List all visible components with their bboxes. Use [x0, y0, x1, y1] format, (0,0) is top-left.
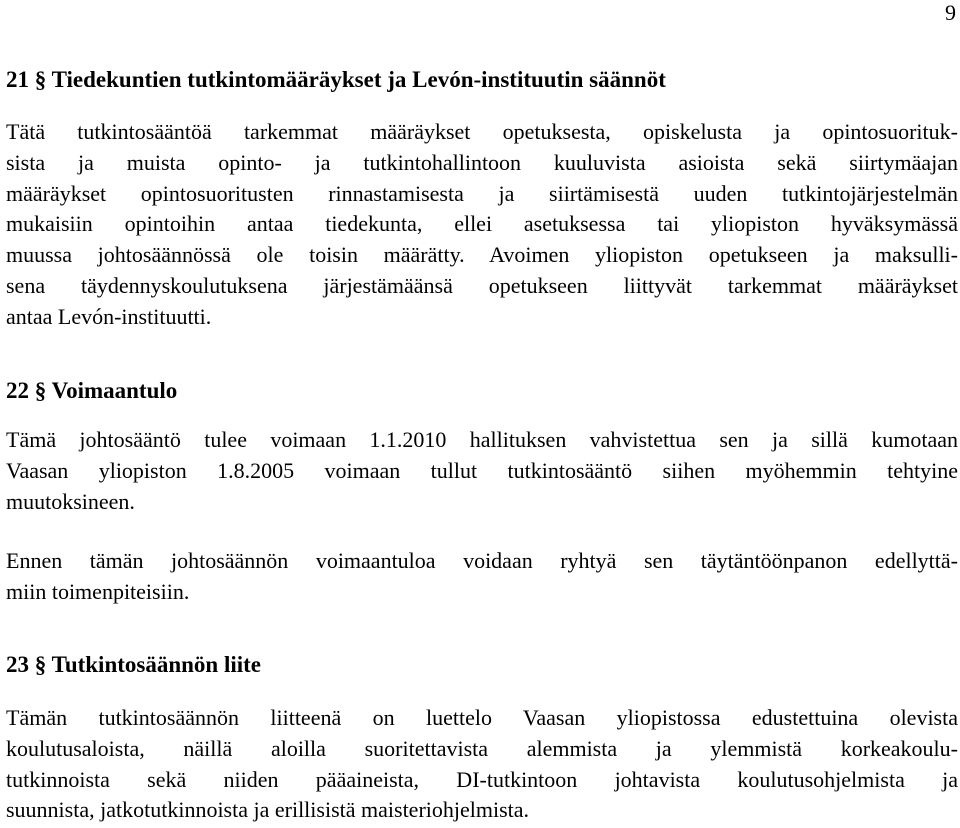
section-heading-22: 22 § Voimaantulo [6, 378, 178, 403]
text-line: määräykset opintosuoritusten rinnastamisesta ja siirtämisestä uuden tutkintojärjestelmän [6, 180, 958, 206]
paragraph-21-1 [6, 117, 958, 333]
paragraph-23-1 [6, 703, 958, 826]
text-line: miin toimenpiteisiin. [6, 578, 190, 604]
text-line: mukaisiin opintoihin antaa tiedekunta, ellei asetuksessa tai yliopiston hyväksymässä [6, 211, 958, 237]
text-line: suunnista, jatkotutkinnoista ja erillisistä maisteriohjelmista. [6, 797, 530, 823]
text-line: koulutusaloista, näillä aloilla suoritettavista alemmista ja ylemmistä korkeakoulu- [6, 735, 958, 761]
text-line: muutoksineen. [6, 488, 135, 514]
text-line: Vaasan yliopiston 1.8.2005 voimaan tullut tutkintosääntö siihen myöhemmin tehtyine [6, 457, 958, 483]
paragraph-22-2 [6, 546, 958, 608]
text-line: muussa johtosäännössä ole toisin määrätty. Avoimen yliopiston opetukseen ja maksulli- [6, 242, 958, 268]
text-line: Tätä tutkintosääntöä tarkemmat määräykset opetuksesta, opiskelusta ja opintosuorituk- [6, 119, 958, 144]
section-heading-21: 21 § Tiedekuntien tutkintomääräykset ja Levón-instituutin säännöt [6, 67, 666, 92]
text-line: Tämän tutkintosäännön liitteenä on luettelo Vaasan yliopistossa edustettuina olevista [6, 705, 958, 730]
text-line: Tämä johtosääntö tulee voimaan 1.1.2010 hallituksen vahvistettua sen ja sillä kumotaan [6, 427, 958, 452]
text-line: sena täydennyskoulutuksena järjestämäänsä opetukseen liittyvät tarkemmat määräykset [6, 272, 958, 298]
text-line: antaa Levón-instituutti. [6, 303, 212, 329]
paragraph-22-1 [6, 425, 958, 517]
text-line: sista ja muista opinto- ja tutkintohallintoon kuuluvista asioista sekä siirtymäajan [6, 149, 958, 175]
text-line: tutkinnoista sekä niiden pääaineista, DI-tutkintoon johtavista koulutusohjelmista ja [6, 766, 958, 792]
text-line: Ennen tämän johtosäännön voimaantuloa voidaan ryhtyä sen täytäntöönpanon edellyttä- [6, 548, 958, 573]
page-number: 9 [945, 0, 956, 25]
section-heading-23: 23 § Tutkintosäännön liite [6, 652, 262, 677]
